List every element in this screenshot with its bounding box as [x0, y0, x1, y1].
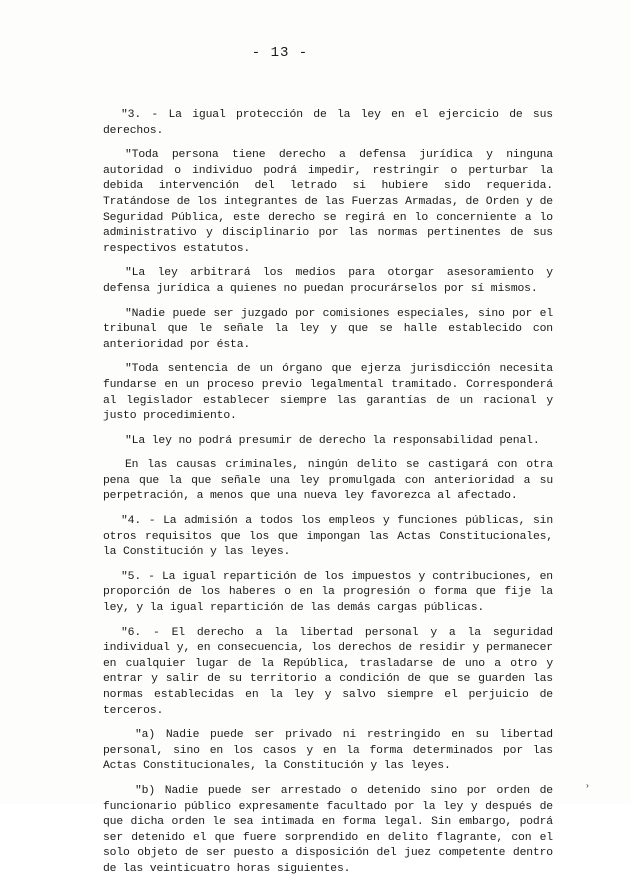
paragraph-legal-advice: "La ley arbitrará los medios para otorgar asesoramiento y defensa jurídica a quienes no puedan procurárselos por sí mismos.	[103, 267, 553, 295]
paragraph-special-commissions: "Nadie puede ser juzgado por comisiones especiales, sino por el tribunal que le señale la ley y que se halle establecido con anterioridad por ésta.	[103, 307, 553, 351]
paragraph-criminal-causes: En las causas criminales, ningún delito se castigará con otra pena que la que señale una ley promulgada con anterioridad a su perpetración, a menos que una nueva ley favorezca al afectado.	[103, 459, 553, 503]
paragraph-article-4: "4. - La admisión a todos los empleos y funciones públicas, sin otros requisitos que los que impongan las Actas Constitucionales, la Constitución y las leyes.	[103, 515, 553, 559]
paragraph-article-6: "6. - El derecho a la libertad personal y a la seguridad individual y, en consecuencia, los derechos de residir y permanecer en cualquier lugar de la República, trasladarse de uno a otro y entrar y salir de su territorio a condición de que se guarden las normas establecidas en la ley y salvo siempre el perjuicio de terceros.	[103, 626, 553, 717]
paragraph-penal-responsibility: "La ley no podrá presumir de derecho la responsabilidad penal.	[125, 434, 540, 447]
document-body	[103, 108, 553, 886]
paragraph-article-3-heading: "3. - La igual protección de la ley en el ejercicio de sus derechos.	[103, 109, 553, 137]
paragraph-item-a: "a) Nadie puede ser privado ni restringido en su libertad personal, sino en los casos y en la forma determinados por las Actas Constitucionales, la Constitución y las leyes.	[103, 729, 553, 773]
paragraph-legal-defense: "Toda persona tiene derecho a defensa jurídica y ninguna autoridad o individuo podrá impedir, restringir o perturbar la debida intervención del letrado si hubiere sido requerida. Tratándose de los integrantes de las Fuerzas Armadas, de Orden y de Seguridad Pública, este derecho se regirá en lo concerniente a lo administrativo y disciplinario por las normas pertinentes de sus respectivos estatutos.	[103, 149, 553, 255]
page-number: - 13 -	[251, 45, 309, 61]
paragraph-due-process: "Toda sentencia de un órgano que ejerza jurisdicción necesita fundarse en un proceso previo legalmental tramitado. Corresponderá al legislador establecer siempre las garantías de un racional y justo procedimiento.	[103, 363, 553, 423]
corner-mark: ›	[585, 782, 590, 791]
paragraph-article-5: "5. - La igual repartición de los impuestos y contribuciones, en proporción de los haberes o en la progresión o forma que fije la ley, y la igual repartición de las demás cargas públicas.	[103, 570, 553, 615]
paragraph-item-b: "b) Nadie puede ser arrestado o detenido sino por orden de funcionario público expresamente facultado por la ley y después de que dicha orden le sea intimada en forma legal. Sin embargo, podrá ser detenido el que fuere sorprendido en delito flagrante, con el solo objeto de ser puesto a disposición del juez competente dentro de las veinticuatro horas siguientes.	[103, 784, 553, 875]
